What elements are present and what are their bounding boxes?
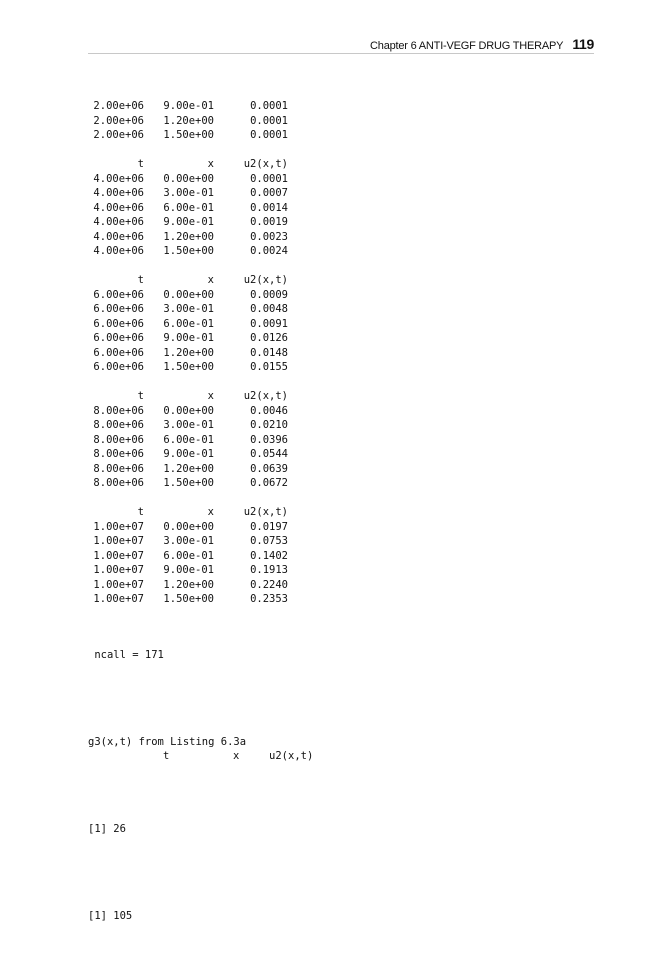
column-header-u: u2(x,t) xyxy=(269,749,314,762)
cell-x: 1.20e+00 xyxy=(163,578,214,591)
cell-x: 9.00e-01 xyxy=(163,448,214,460)
cell-t: 6.00e+06 xyxy=(93,317,144,330)
cell-x: 6.00e-01 xyxy=(163,433,214,446)
column-header-t: t xyxy=(137,158,144,170)
cell-x: 0.00e+00 xyxy=(163,172,214,185)
cell-t: 6.00e+06 xyxy=(93,288,144,301)
cell-x: 3.00e-01 xyxy=(163,535,214,547)
table-row xyxy=(88,404,288,419)
cell-t: 6.00e+06 xyxy=(93,303,144,315)
cell-x: 1.20e+00 xyxy=(163,114,214,127)
cell-x: 9.00e-01 xyxy=(163,100,214,112)
cell-u: 0.2353 xyxy=(250,593,288,605)
cell-t: 1.00e+07 xyxy=(93,564,144,576)
cell-u: 0.0396 xyxy=(250,433,288,446)
cell-u: 0.0048 xyxy=(250,303,288,315)
cell-t: 1.00e+07 xyxy=(93,578,144,591)
cell-u: 0.0001 xyxy=(250,172,288,185)
cell-t: 4.00e+06 xyxy=(93,187,144,199)
cell-u: 0.0672 xyxy=(250,477,288,489)
column-header-u: u2(x,t) xyxy=(243,158,288,170)
cell-u: 0.0007 xyxy=(250,187,288,199)
cell-x: 0.00e+00 xyxy=(163,404,214,417)
column-header-t: t xyxy=(137,390,144,402)
cell-x: 1.50e+00 xyxy=(163,245,214,257)
cell-t: 8.00e+06 xyxy=(93,448,144,460)
cell-x: 9.00e-01 xyxy=(163,332,214,344)
blank-line xyxy=(88,143,288,158)
cell-u: 0.0019 xyxy=(250,216,288,228)
result-line: [1] 105 xyxy=(88,910,133,922)
cell-u: 0.0544 xyxy=(250,448,288,460)
blank-line xyxy=(88,866,246,881)
table-row xyxy=(88,346,288,361)
cell-u: 0.0023 xyxy=(250,230,288,243)
cell-t: 6.00e+06 xyxy=(93,332,144,344)
table-row xyxy=(88,592,288,607)
cell-u: 0.0001 xyxy=(250,129,288,141)
cell-x: 1.50e+00 xyxy=(163,593,214,605)
cell-x: 1.50e+00 xyxy=(163,361,214,373)
cell-u: 0.0001 xyxy=(250,100,288,112)
cell-t: 2.00e+06 xyxy=(93,100,144,112)
cell-t: 8.00e+06 xyxy=(93,462,144,475)
cell-u: 0.0197 xyxy=(250,520,288,533)
column-header-x: x xyxy=(207,390,214,402)
table-row xyxy=(88,331,288,346)
cell-t: 4.00e+06 xyxy=(93,172,144,185)
table-row xyxy=(88,244,288,259)
cell-u: 0.0210 xyxy=(250,419,288,431)
cell-x: 9.00e-01 xyxy=(163,564,214,576)
table-row xyxy=(88,578,288,593)
cell-u: 0.1402 xyxy=(250,549,288,562)
cell-x: 6.00e-01 xyxy=(163,201,214,214)
cell-x: 6.00e-01 xyxy=(163,549,214,562)
cell-u: 0.0001 xyxy=(250,114,288,127)
table-row xyxy=(88,215,288,230)
cell-u: 0.2240 xyxy=(250,578,288,591)
cell-t: 4.00e+06 xyxy=(93,230,144,243)
column-header-row xyxy=(88,157,288,172)
page-number: 119 xyxy=(572,36,594,52)
cell-t: 8.00e+06 xyxy=(93,404,144,417)
chapter-title: Chapter 6 ANTI-VEGF DRUG THERAPY xyxy=(370,40,564,52)
cell-x: 1.50e+00 xyxy=(163,477,214,489)
cell-u: 0.1913 xyxy=(250,564,288,576)
table-row xyxy=(88,549,288,564)
cell-x: 1.20e+00 xyxy=(163,462,214,475)
column-header-row xyxy=(88,734,313,778)
cell-u: 0.0024 xyxy=(250,245,288,257)
table-row xyxy=(88,172,288,187)
column-header-x: x xyxy=(207,506,214,518)
column-header-t: t xyxy=(162,749,170,762)
blank-line xyxy=(88,692,246,707)
table-row xyxy=(88,360,288,375)
ncall-line: ncall = 171 xyxy=(88,649,164,661)
column-header-x: x xyxy=(207,274,214,286)
table-row xyxy=(88,186,288,201)
column-header-u: u2(x,t) xyxy=(243,390,288,402)
cell-t: 1.00e+07 xyxy=(93,520,144,533)
column-header-u: u2(x,t) xyxy=(243,506,288,518)
cell-x: 1.20e+00 xyxy=(163,346,214,359)
cell-u: 0.0148 xyxy=(250,346,288,359)
table-row xyxy=(88,230,288,245)
table-row xyxy=(88,462,288,477)
cell-x: 6.00e-01 xyxy=(163,317,214,330)
cell-x: 0.00e+00 xyxy=(163,520,214,533)
table-row xyxy=(88,447,288,462)
cell-u: 0.0639 xyxy=(250,462,288,475)
table-row xyxy=(88,433,288,448)
column-header-u: u2(x,t) xyxy=(243,274,288,286)
cell-t: 1.00e+07 xyxy=(93,535,144,547)
blank-line xyxy=(88,491,288,506)
cell-u: 0.0091 xyxy=(250,317,288,330)
running-header xyxy=(0,36,594,54)
table-row xyxy=(88,520,288,535)
cell-t: 6.00e+06 xyxy=(93,346,144,359)
cell-x: 3.00e-01 xyxy=(163,303,214,315)
column-header-t: t xyxy=(137,506,144,518)
blank-line xyxy=(88,779,246,794)
column-header-row xyxy=(88,389,288,404)
cell-x: 1.50e+00 xyxy=(163,129,214,141)
cell-t: 2.00e+06 xyxy=(93,114,144,127)
cell-u: 0.0753 xyxy=(250,535,288,547)
table-row xyxy=(88,563,288,578)
column-header-x: x xyxy=(207,158,214,170)
cell-t: 8.00e+06 xyxy=(93,477,144,489)
table-row xyxy=(88,201,288,216)
cell-t: 6.00e+06 xyxy=(93,361,144,373)
table-row xyxy=(88,317,288,332)
column-header-x: x xyxy=(232,749,240,762)
table-row xyxy=(88,418,288,433)
cell-t: 4.00e+06 xyxy=(93,245,144,257)
program-output xyxy=(88,99,288,607)
result-line: [1] 26 xyxy=(88,823,126,835)
cell-x: 0.00e+00 xyxy=(163,288,214,301)
table-row xyxy=(88,476,288,491)
listing-reference-line: g3(x,t) from Listing 6.3a xyxy=(88,736,247,748)
table-row xyxy=(88,288,288,303)
header-rule xyxy=(88,53,594,54)
cell-x: 3.00e-01 xyxy=(163,187,214,199)
cell-u: 0.0126 xyxy=(250,332,288,344)
table-row xyxy=(88,128,288,143)
cell-x: 3.00e-01 xyxy=(163,419,214,431)
cell-t: 1.00e+07 xyxy=(93,549,144,562)
table-row xyxy=(88,99,288,114)
column-header-row xyxy=(88,505,288,520)
blank-line xyxy=(88,375,288,390)
program-output-tail xyxy=(88,619,246,953)
cell-t: 8.00e+06 xyxy=(93,433,144,446)
table-row xyxy=(88,534,288,549)
table-row xyxy=(88,114,288,129)
cell-x: 1.20e+00 xyxy=(163,230,214,243)
cell-t: 8.00e+06 xyxy=(93,419,144,431)
table-row xyxy=(88,302,288,317)
cell-u: 0.0155 xyxy=(250,361,288,373)
cell-t: 2.00e+06 xyxy=(93,129,144,141)
cell-t: 1.00e+07 xyxy=(93,593,144,605)
blank-line xyxy=(88,259,288,274)
cell-u: 0.0014 xyxy=(250,201,288,214)
column-header-row xyxy=(88,273,288,288)
cell-t: 4.00e+06 xyxy=(93,216,144,228)
cell-x: 9.00e-01 xyxy=(163,216,214,228)
column-header-t: t xyxy=(137,274,144,286)
cell-t: 4.00e+06 xyxy=(93,201,144,214)
cell-u: 0.0046 xyxy=(250,404,288,417)
cell-u: 0.0009 xyxy=(250,288,288,301)
